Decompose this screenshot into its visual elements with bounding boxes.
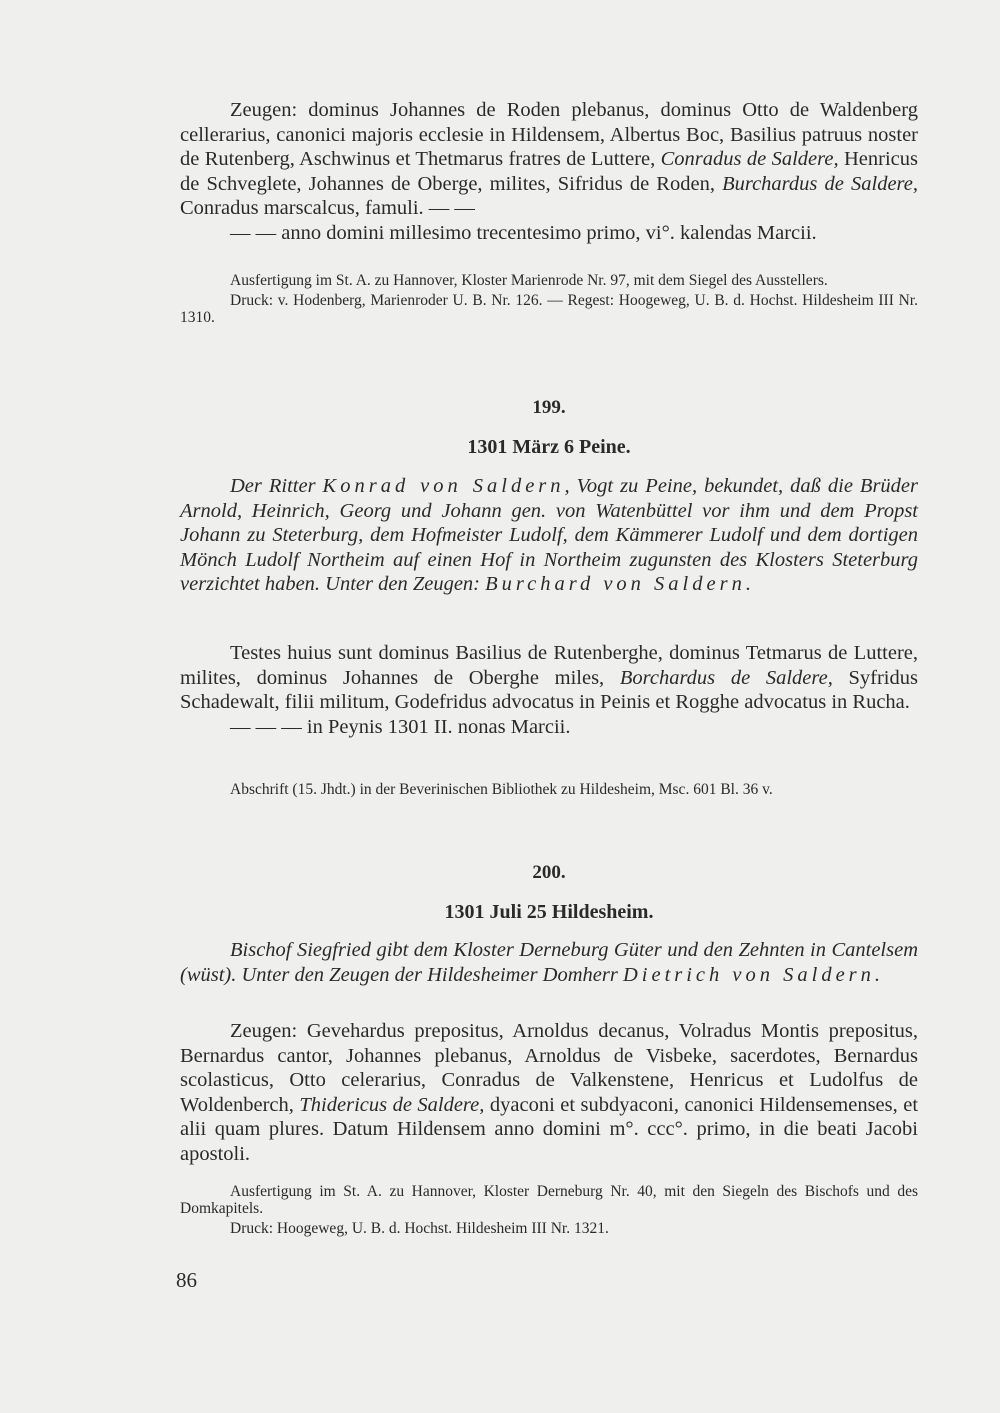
witness-block-198 xyxy=(180,98,918,246)
note: Druck: v. Hodenberg, Marienroder U. B. Nr. 126. — Regest: Hoogeweg, U. B. d. Hochst. Hildesheim III Nr. 1310. xyxy=(180,292,918,326)
paragraph: Testes huius sunt dominus Basilius de Rutenberghe, dominus Tetmarus de Luttere, milites, dominus Johannes de Oberghe miles, Borchardus de Saldere, Syfridus Schadewalt, filii militum, Godefridus advocatus in Peinis et Rogghe advocatus in Rucha. xyxy=(180,642,918,714)
document-number: 199. xyxy=(532,397,566,418)
note: Ausfertigung im St. A. zu Hannover, Kloster Marienrode Nr. 97, mit dem Siegel des Ausstellers. xyxy=(230,272,828,289)
paragraph: Zeugen: dominus Johannes de Roden plebanus, dominus Otto de Waldenberg cellerarius, canonici majoris ecclesie in Hildensem, Albertus Boc, Basilius patruus noster de Rutenberg, Aschwinus et Thetmarus fratres de Luttere, Conradus de Saldere, Henricus de Schveglete, Johannes de Oberge, milites, Sifridus de Roden, Burchardus de Saldere, Conradus marscalcus, famuli. — — xyxy=(180,99,918,220)
document-date: 1301 März 6 Peine. xyxy=(467,436,631,458)
document-number: 200. xyxy=(532,862,566,883)
page-number: 86 xyxy=(176,1268,197,1292)
note: Ausfertigung im St. A. zu Hannover, Kloster Derneburg Nr. 40, mit den Siegeln des Bischofs und des Domkapitels. xyxy=(180,1183,918,1217)
regest: Der Ritter Konrad von Saldern, Vogt zu Peine, bekundet, daß die Brüder Arnold, Heinrich, Georg und Johann gen. von Watenbüttel vor ihm und dem Propst Johann zu Steterburg, dem Hofmeister Ludolf, dem Kämmerer Ludolf und dem dortigen Mönch Ludolf Northeim auf einen Hof in Northeim zugunsten des Klosters Steterburg verzichtet haben. Unter den Zeugen: Burchard von Saldern. xyxy=(180,475,919,596)
paragraph: — — — in Peynis 1301 II. nonas Marcii. xyxy=(230,715,571,738)
document-date: 1301 Juli 25 Hildesheim. xyxy=(444,901,654,923)
witness-block-200 xyxy=(180,1019,918,1167)
source-notes-200 xyxy=(180,1183,918,1237)
source-notes-198 xyxy=(180,272,918,326)
regest-200 xyxy=(180,938,918,987)
note: Druck: Hoogeweg, U. B. d. Hochst. Hildesheim III Nr. 1321. xyxy=(230,1220,609,1237)
paragraph: Zeugen: Gevehardus prepositus, Arnoldus decanus, Volradus Montis prepositus, Bernardus cantor, Johannes plebanus, Arnoldus de Visbeke, sacerdotes, Bernardus scolasticus, Otto celerarius, Conradus de Valkenstene, Henricus et Ludolfus de Woldenberch, Thidericus de Saldere, dyaconi et subdyaconi, canonici Hildensemenses, et alii quam plures. Datum Hildensem anno domini m°. ccc°. primo, in die beati Jacobi apostoli. xyxy=(180,1020,919,1165)
regest-199 xyxy=(180,474,918,597)
source-notes-199 xyxy=(180,781,918,798)
note: Abschrift (15. Jhdt.) in der Beverinischen Bibliothek zu Hildesheim, Msc. 601 Bl. 36 v. xyxy=(230,781,773,798)
paragraph: — — anno domini millesimo trecentesimo primo, vi°. kalendas Marcii. xyxy=(230,221,817,244)
regest: Bischof Siegfried gibt dem Kloster Derneburg Güter und den Zehnten in Cantelsem (wüst). Unter den Zeugen der Hildesheimer Domherr Dietrich von Saldern. xyxy=(180,939,918,986)
witness-block-199 xyxy=(180,641,918,739)
